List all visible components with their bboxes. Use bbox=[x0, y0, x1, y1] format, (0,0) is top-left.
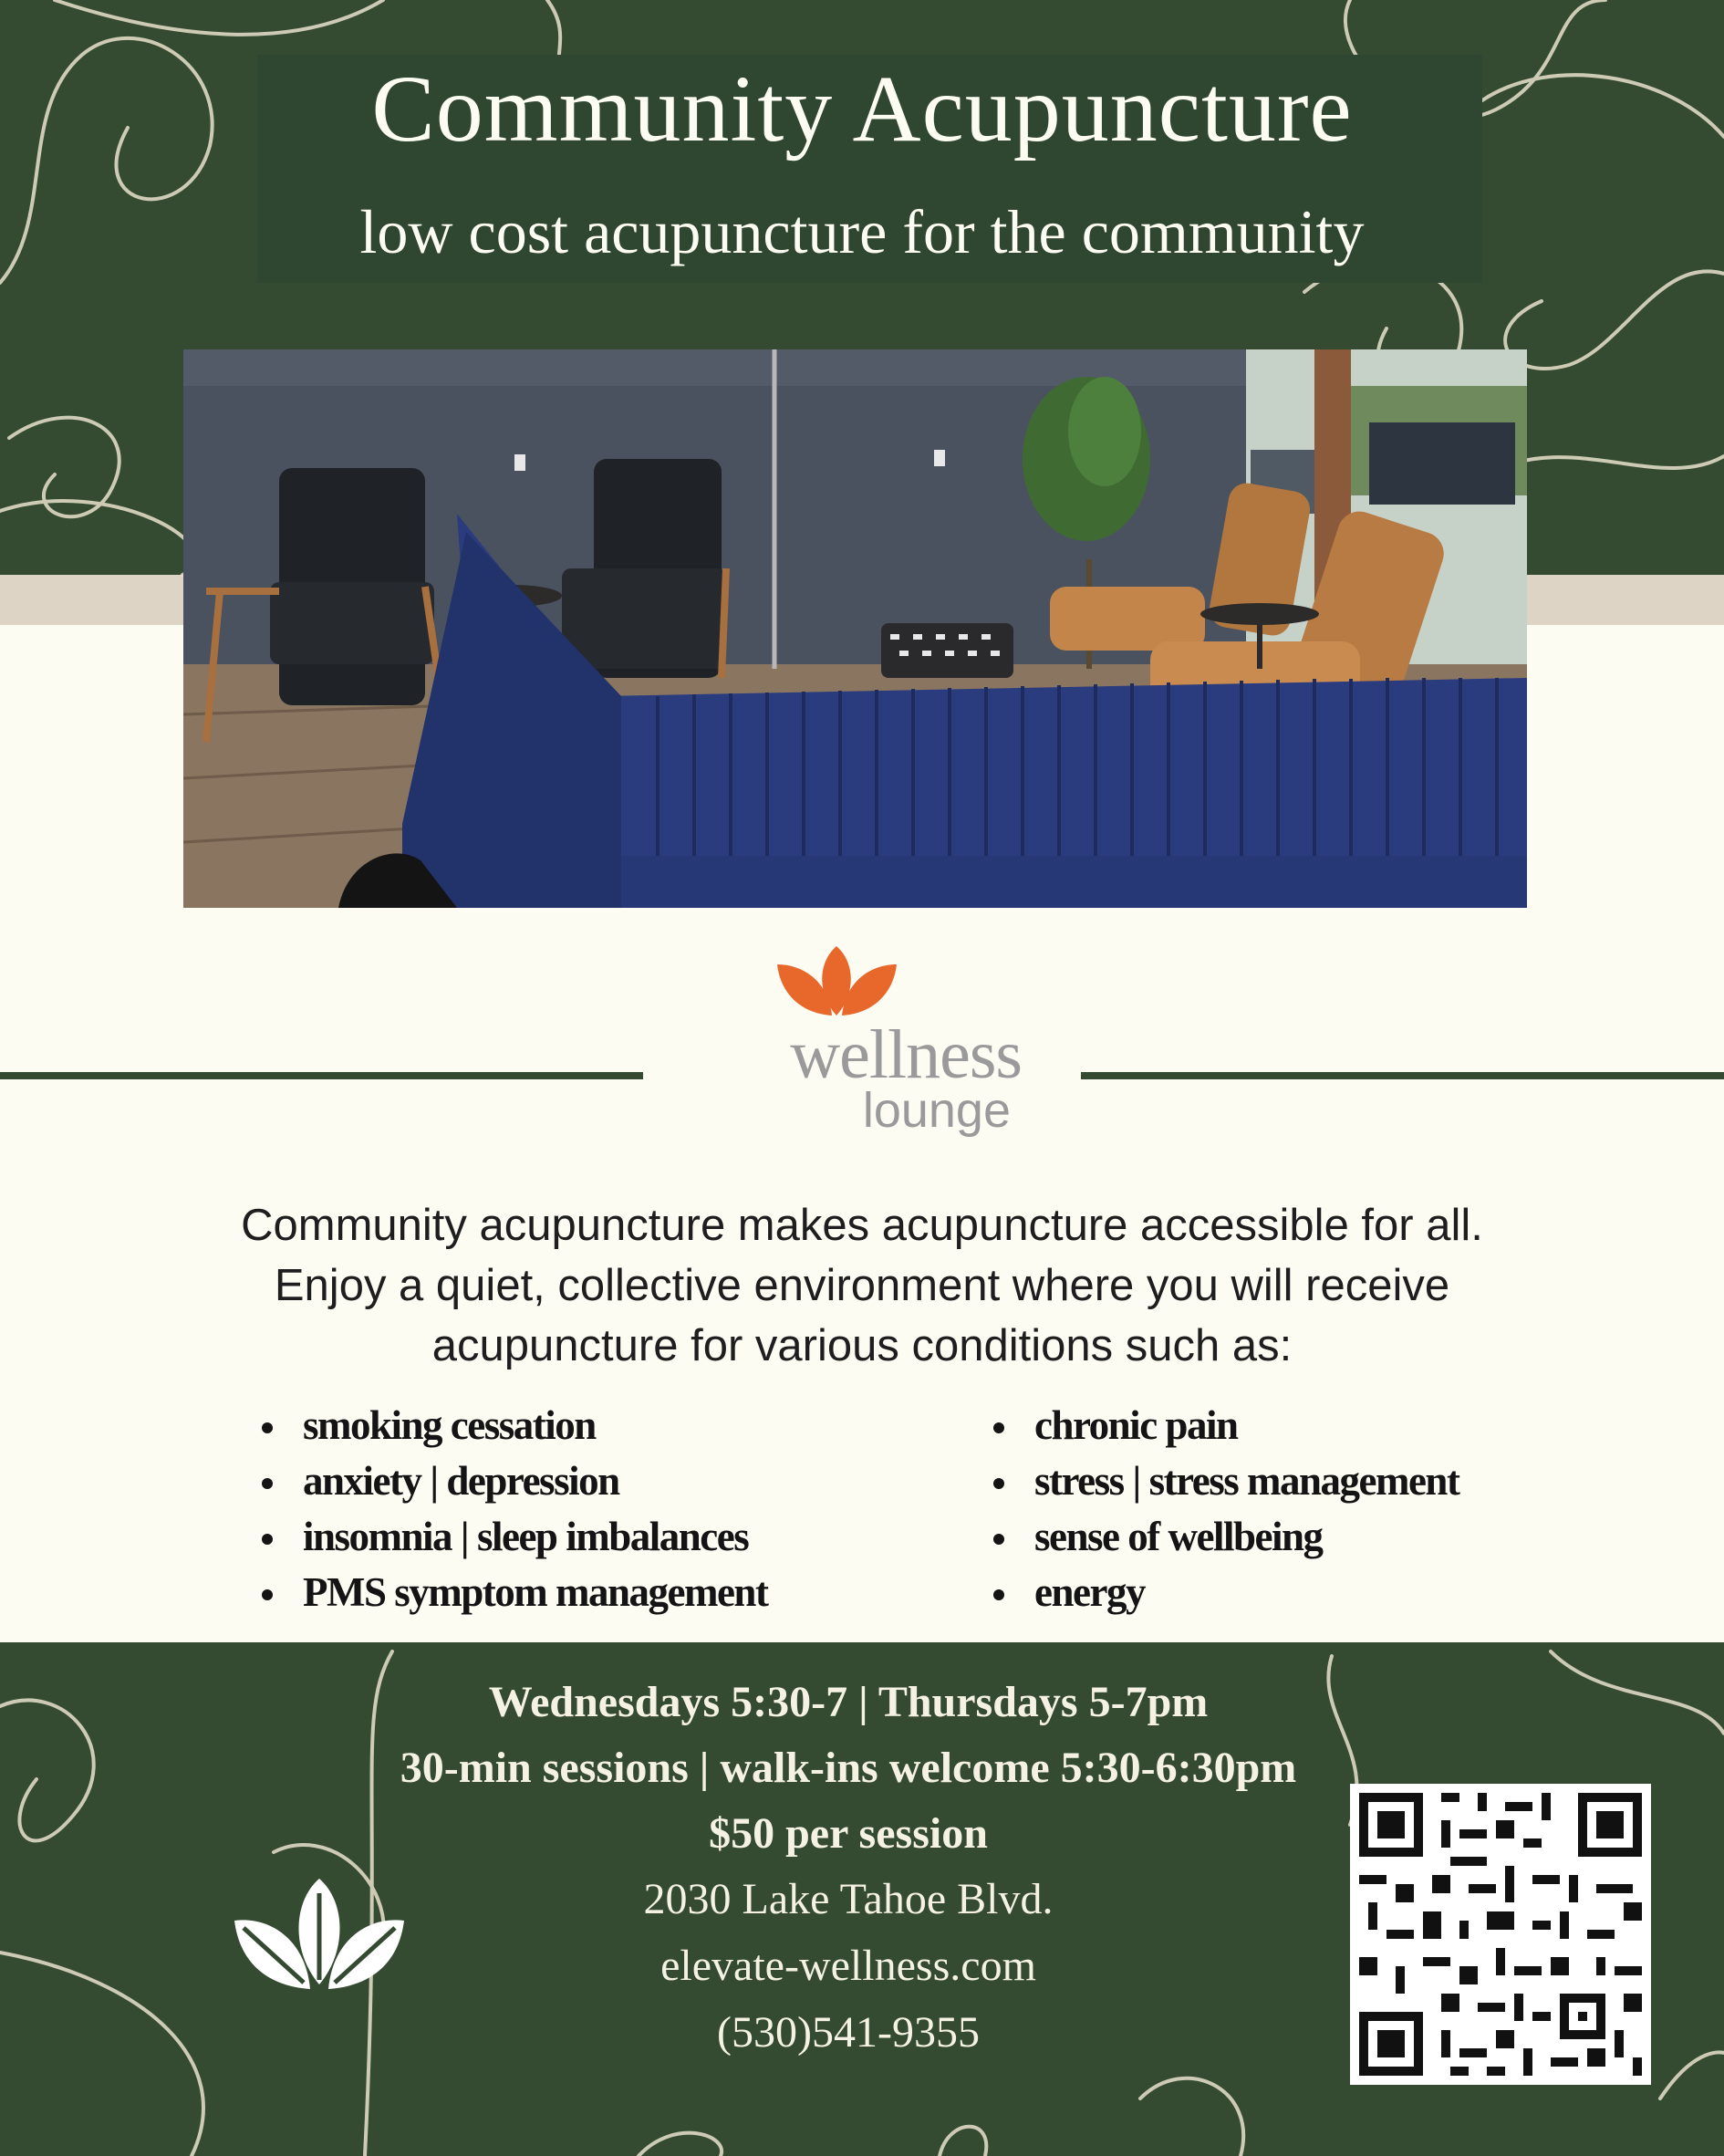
intro-line: Community acupuncture makes acupuncture accessible for all. bbox=[241, 1201, 1483, 1250]
white-leaves-icon bbox=[233, 1875, 406, 1994]
website-link[interactable]: elevate-wellness.com bbox=[660, 1942, 1036, 1990]
leaf-logo-icon bbox=[775, 944, 898, 1017]
list-item: stress | stress management bbox=[993, 1453, 1459, 1509]
list-item: insomnia | sleep imbalances bbox=[262, 1509, 767, 1565]
phone-number[interactable]: (530)541-9355 bbox=[717, 2008, 980, 2057]
price-text: $50 per session bbox=[709, 1809, 988, 1858]
list-item: energy bbox=[993, 1565, 1459, 1620]
qr-code[interactable] bbox=[1350, 1784, 1651, 2085]
conditions-list-right bbox=[993, 1398, 1459, 1620]
intro-line: acupuncture for various conditions such as: bbox=[431, 1321, 1293, 1370]
conditions-list-left bbox=[262, 1398, 767, 1620]
divider-right bbox=[1081, 1072, 1724, 1079]
logo-subtitle: lounge bbox=[862, 1083, 1011, 1138]
address-text: 2030 Lake Tahoe Blvd. bbox=[643, 1875, 1054, 1923]
sessions-text: 30-min sessions | walk-ins welcome 5:30-6:30pm bbox=[400, 1744, 1297, 1792]
logo-wordmark: wellness bbox=[790, 1016, 1022, 1093]
lounge-photo bbox=[183, 349, 1527, 908]
page-subtitle: low cost acupuncture for the community bbox=[359, 197, 1365, 266]
intro-paragraph bbox=[87, 1195, 1637, 1376]
divider-left bbox=[0, 1072, 643, 1079]
list-item: smoking cessation bbox=[262, 1398, 767, 1453]
list-item: anxiety | depression bbox=[262, 1453, 767, 1509]
list-item: chronic pain bbox=[993, 1398, 1459, 1453]
list-item: sense of wellbeing bbox=[993, 1509, 1459, 1565]
page-title: Community Acupuncture bbox=[371, 57, 1353, 161]
intro-line: Enjoy a quiet, collective environment where you will receive bbox=[274, 1261, 1450, 1310]
list-item: PMS symptom management bbox=[262, 1565, 767, 1620]
schedule-text: Wednesdays 5:30-7 | Thursdays 5-7pm bbox=[488, 1678, 1209, 1726]
